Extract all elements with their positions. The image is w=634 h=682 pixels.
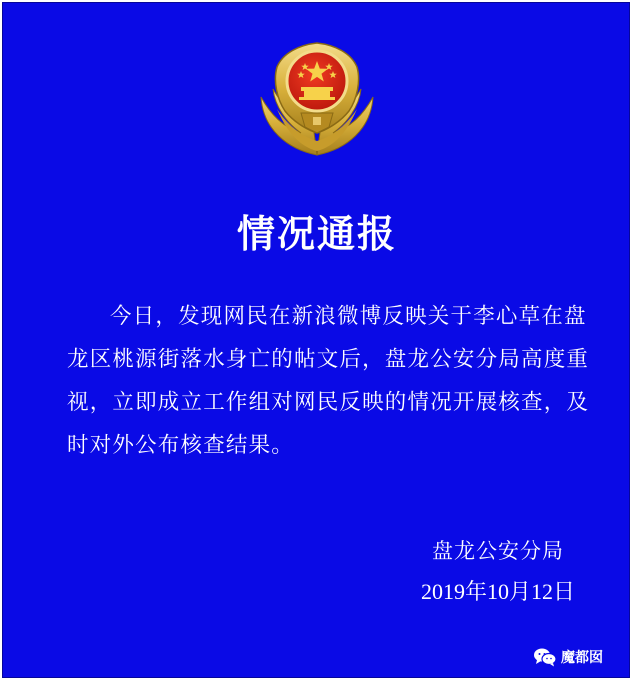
issue-date: 2019年10月12日 bbox=[420, 579, 575, 604]
issuing-agency: 盘龙公安分局 bbox=[432, 539, 564, 563]
notice-title: 情况通报 bbox=[236, 212, 397, 256]
notice-panel bbox=[2, 2, 630, 678]
police-emblem-icon bbox=[257, 37, 377, 159]
notice-body: 今日，发现网民在新浪微博反映关于李心草在盘龙区桃源街落水身亡的帖文后，盘龙公安分局高度重视，立即成立工作组对网民反映的情况开展核查，及时对外公布核查结果。 bbox=[67, 304, 590, 458]
wechat-icon bbox=[533, 647, 557, 667]
watermark-text: 魔都囡 bbox=[561, 650, 603, 666]
watermark bbox=[533, 645, 603, 669]
